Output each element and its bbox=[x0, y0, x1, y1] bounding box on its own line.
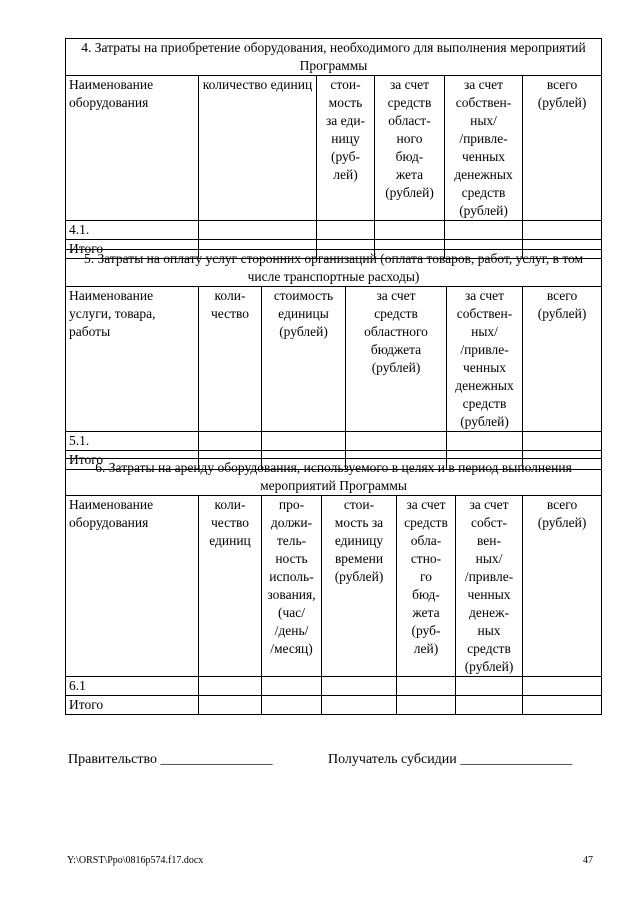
section6-title: 6. Затраты на аренду оборудования, используемого в целях и в период выполнения мероприятий Программы bbox=[66, 459, 602, 496]
header-cell: за счет средств обла- стно- го бюд- жета (руб- лей) bbox=[397, 496, 456, 677]
empty-cell bbox=[397, 677, 456, 696]
header-cell: про- должи- тель- ность исполь- зования, (час/ /день/ /месяц) bbox=[262, 496, 322, 677]
empty-cell bbox=[322, 696, 397, 715]
page-number: 47 bbox=[583, 855, 593, 866]
empty-cell bbox=[199, 696, 262, 715]
header-cell: количество единиц bbox=[199, 76, 317, 221]
empty-cell bbox=[456, 677, 523, 696]
total-label: Итого bbox=[66, 696, 199, 715]
total-label: Итого bbox=[66, 451, 199, 470]
empty-cell bbox=[523, 677, 602, 696]
section4-title: 4. Затраты на приобретение оборудования, необходимого для выполнения мероприятий Программы bbox=[66, 39, 602, 76]
section5-title: 5. Затраты на оплату услуг сторонних организаций (оплата товаров, работ, услуг, в том числе транспортные расходы) bbox=[66, 250, 602, 287]
empty-cell bbox=[523, 696, 602, 715]
header-cell: всего (рублей) bbox=[523, 287, 602, 432]
empty-cell bbox=[375, 221, 445, 240]
empty-cell bbox=[447, 432, 523, 451]
empty-cell bbox=[456, 696, 523, 715]
header-cell: за счет собст- вен- ных/ /привле- ченных денеж- ных средств (рублей) bbox=[456, 496, 523, 677]
header-cell: стои- мость за единицу времени (рублей) bbox=[322, 496, 397, 677]
equipment-purchase-table bbox=[65, 38, 602, 259]
row-label: 6.1 bbox=[66, 677, 199, 696]
header-cell: коли- чество bbox=[199, 287, 262, 432]
government-signature-line: Правительство ________________ bbox=[68, 752, 273, 767]
header-cell: Наименование услуги, товара, работы bbox=[66, 287, 199, 432]
empty-cell bbox=[445, 221, 523, 240]
empty-cell bbox=[523, 221, 602, 240]
row-label: 4.1. bbox=[66, 221, 199, 240]
equipment-rent-table bbox=[65, 458, 602, 715]
header-cell: стои- мость за еди- ницу (руб- лей) bbox=[317, 76, 375, 221]
header-cell: коли- чество единиц bbox=[199, 496, 262, 677]
header-cell: всего (рублей) bbox=[523, 496, 602, 677]
empty-cell bbox=[317, 221, 375, 240]
header-cell: за счет собствен- ных/ /привле- ченных денежных средств (рублей) bbox=[447, 287, 523, 432]
header-cell: за счет средств област- ного бюд- жета (рублей) bbox=[375, 76, 445, 221]
file-path: Y:\ORST\Ppo\0816p574.f17.docx bbox=[67, 855, 204, 866]
recipient-signature-line: Получатель субсидии ________________ bbox=[328, 752, 573, 767]
header-cell: Наименование оборудования bbox=[66, 496, 199, 677]
empty-cell bbox=[262, 677, 322, 696]
header-cell: всего (рублей) bbox=[523, 76, 602, 221]
empty-cell bbox=[262, 696, 322, 715]
total-label: Итого bbox=[66, 240, 199, 259]
empty-cell bbox=[262, 432, 346, 451]
empty-cell bbox=[199, 432, 262, 451]
header-cell: за счет средств областного бюджета (рублей) bbox=[346, 287, 447, 432]
empty-cell bbox=[199, 221, 317, 240]
row-label: 5.1. bbox=[66, 432, 199, 451]
empty-cell bbox=[346, 432, 447, 451]
empty-cell bbox=[322, 677, 397, 696]
empty-cell bbox=[199, 677, 262, 696]
empty-cell bbox=[397, 696, 456, 715]
header-cell: стоимость единицы (рублей) bbox=[262, 287, 346, 432]
empty-cell bbox=[523, 432, 602, 451]
header-cell: за счет собствен- ных/ /привле- ченных денежных средств (рублей) bbox=[445, 76, 523, 221]
third-party-services-table bbox=[65, 249, 602, 470]
header-cell: Наименование оборудования bbox=[66, 76, 199, 221]
